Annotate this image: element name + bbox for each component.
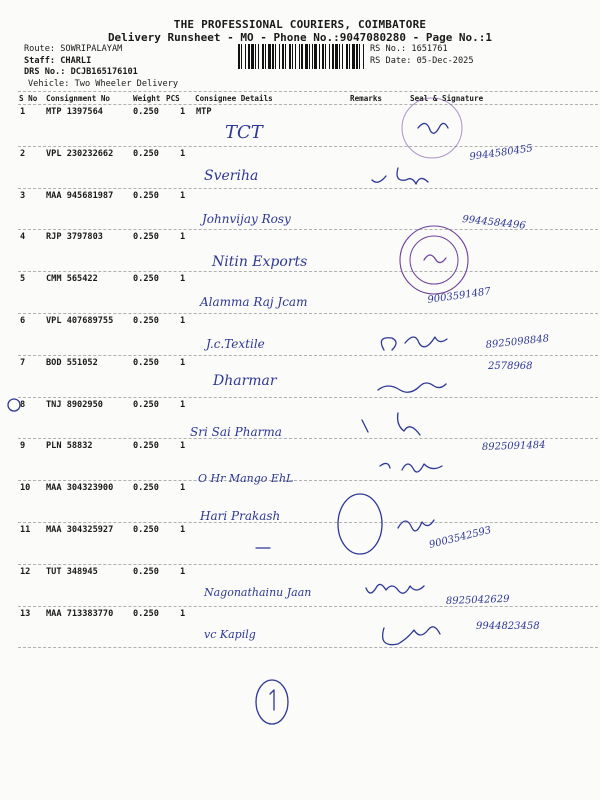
row-weight: 0.250 bbox=[133, 149, 159, 159]
row-pcs: 1 bbox=[180, 609, 186, 619]
handwritten-consignee-name: Alamma Raj Jcam bbox=[200, 295, 308, 309]
row-sno: 7 bbox=[20, 358, 26, 368]
row-pcs: 1 bbox=[180, 567, 186, 577]
row-weight: 0.250 bbox=[133, 525, 159, 535]
row-sno: 13 bbox=[20, 609, 31, 619]
row-sno: 3 bbox=[20, 191, 26, 201]
row-consignment-no: VPL 407689755 bbox=[46, 316, 114, 326]
row-weight: 0.250 bbox=[133, 232, 159, 242]
row-consignment-no: MTP 1397564 bbox=[46, 107, 103, 117]
col-remarks-header: Remarks bbox=[350, 94, 383, 103]
rs-no-label: RS No.: bbox=[370, 44, 407, 54]
row-sno: 9 bbox=[20, 441, 26, 451]
row-pcs: 1 bbox=[180, 358, 186, 368]
row-pcs: 1 bbox=[180, 400, 186, 410]
row-weight: 0.250 bbox=[133, 400, 159, 410]
row-weight: 0.250 bbox=[133, 107, 159, 117]
row-weight: 0.250 bbox=[133, 441, 159, 451]
row-pcs: 1 bbox=[180, 149, 186, 159]
staff-label: Staff: bbox=[24, 55, 56, 66]
route-label: Route: bbox=[24, 44, 56, 54]
row-pcs: 1 bbox=[180, 441, 186, 451]
handwritten-consignee-name: O Hr Mango EhL bbox=[198, 472, 294, 485]
row-pcs: 1 bbox=[180, 483, 186, 493]
staff-value: CHARLI bbox=[60, 55, 92, 66]
row-consignment-no: TUT 348945 bbox=[46, 567, 98, 577]
drs-label: DRS No.: bbox=[24, 67, 66, 77]
row-consignment-no: CMM 565422 bbox=[46, 274, 98, 284]
row-sno: 2 bbox=[20, 149, 26, 159]
rs-no-value: 1651761 bbox=[411, 44, 448, 54]
row-weight: 0.250 bbox=[133, 358, 159, 368]
rs-date-value: 05-Dec-2025 bbox=[416, 55, 474, 66]
row-consignment-no: MAA 945681987 bbox=[46, 191, 114, 201]
vehicle-value: Two Wheeler Delivery bbox=[74, 78, 179, 89]
row-consignment-no: MAA 304325927 bbox=[46, 525, 114, 535]
row-consignment-no: TNJ 8902950 bbox=[46, 400, 103, 410]
handwritten-consignee-name: Johnvijay Rosy bbox=[202, 212, 291, 226]
row-consignment-no: VPL 230232662 bbox=[46, 149, 114, 159]
company-title: THE PROFESSIONAL COURIERS, COIMBATORE bbox=[173, 18, 427, 31]
handwritten-consignee-name: Nitin Exports bbox=[212, 254, 308, 270]
handwritten-phone-number: 8925098848 bbox=[485, 333, 550, 351]
runsheet-subtitle: Delivery Runsheet - MO - Phone No.:9047080280 - Page No.:1 bbox=[107, 31, 493, 44]
handwritten-consignee-name: Nagonathainu Jaan bbox=[204, 586, 312, 599]
col-consignment-header: Consignment No bbox=[46, 94, 111, 103]
row-sno: 1 bbox=[20, 107, 26, 117]
row-pcs: 1 bbox=[180, 274, 186, 284]
row-consignment-no: BOD 551052 bbox=[46, 358, 98, 368]
handwritten-consignee-name: J.c.Textile bbox=[206, 337, 265, 351]
row-weight: 0.250 bbox=[133, 191, 159, 201]
row-sno: 12 bbox=[20, 567, 31, 577]
drs-value: DCJB165176101 bbox=[70, 67, 138, 77]
row-sno: 6 bbox=[20, 316, 26, 326]
handwritten-consignee-name: TCT bbox=[225, 122, 263, 143]
row-pcs: 1 bbox=[180, 316, 186, 326]
col-weight-header: Weight bbox=[133, 94, 161, 103]
row-consignee: MTP bbox=[196, 107, 212, 117]
row-sno: 8 bbox=[20, 400, 26, 410]
row-sno: 11 bbox=[20, 525, 31, 535]
row-consignment-no: PLN 58832 bbox=[46, 441, 93, 451]
handwritten-consignee-name: Sri Sai Pharma bbox=[190, 425, 282, 439]
row-consignment-no: MAA 304323900 bbox=[46, 483, 114, 493]
vehicle-label: Vehicle: bbox=[28, 78, 70, 89]
handwritten-phone-number: 2578968 bbox=[488, 361, 533, 372]
row-pcs: 1 bbox=[180, 232, 186, 242]
row-weight: 0.250 bbox=[133, 483, 159, 493]
handwritten-phone-number: 8925042629 bbox=[445, 593, 510, 607]
col-consignee-header: Consignee Details bbox=[195, 94, 273, 103]
handwritten-consignee-name: vc Kapilg bbox=[204, 628, 256, 641]
row-consignment-no: RJP 3797803 bbox=[46, 232, 103, 242]
handwritten-phone-number: 9944584496 bbox=[461, 214, 527, 232]
row-weight: 0.250 bbox=[133, 274, 159, 284]
handwritten-phone-number: 8925091484 bbox=[481, 439, 546, 453]
row-sno: 4 bbox=[20, 232, 26, 242]
col-seal-header: Seal & Signature bbox=[410, 94, 484, 103]
route-value: SOWRIPALAYAM bbox=[60, 44, 123, 54]
row-pcs: 1 bbox=[180, 525, 186, 535]
handwritten-consignee-name: Sveriha bbox=[204, 168, 259, 184]
col-sno-header: S No bbox=[19, 94, 38, 103]
handwritten-consignee-name: Hari Prakash bbox=[200, 509, 281, 523]
handwritten-consignee-name: Dharmar bbox=[213, 373, 277, 389]
handwritten-phone-number: 9944580455 bbox=[468, 143, 534, 163]
row-pcs: 1 bbox=[180, 107, 186, 117]
row-weight: 0.250 bbox=[133, 316, 159, 326]
handwritten-phone-number: 9944823458 bbox=[476, 621, 540, 632]
handwritten-phone-number: 9003591487 bbox=[426, 286, 492, 306]
row-sno: 10 bbox=[20, 483, 31, 493]
row-sno: 5 bbox=[20, 274, 26, 284]
rs-date-label: RS Date: bbox=[370, 55, 412, 66]
row-weight: 0.250 bbox=[133, 567, 159, 577]
row-consignment-no: MAA 713383770 bbox=[46, 609, 114, 619]
col-pcs-header: PCS bbox=[166, 94, 180, 103]
row-weight: 0.250 bbox=[133, 609, 159, 619]
row-pcs: 1 bbox=[180, 191, 186, 201]
handwritten-phone-number: 9003542593 bbox=[428, 524, 493, 551]
